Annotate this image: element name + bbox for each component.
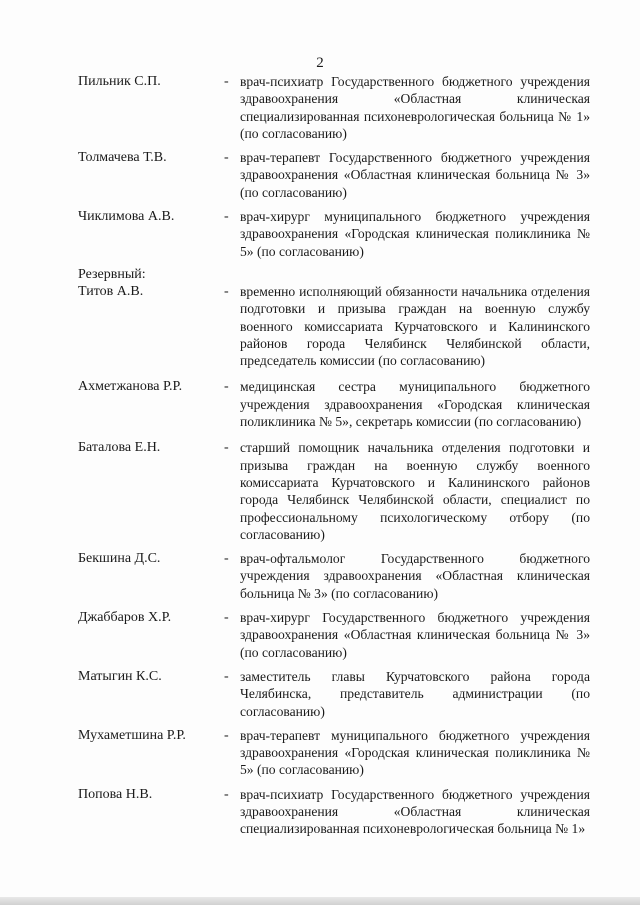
commission-list [78,73,590,838]
reserve-row [78,609,590,661]
member-description: медицинская сестра муниципального бюджетного учреждения здравоохранения «Городская клиническая поликлиника № 5», секретарь комиссии (по согласованию) [240,379,590,430]
member-dash: - [224,379,229,395]
member-name: Джаббаров Х.Р. [78,610,172,626]
member-description: временно исполняющий обязанности начальника отделения подготовки и призыва граждан на военную службу военного комиссариата Курчатовского и Калининского районов города Челябинск Челябинской области, председатель комиссии (по согласованию) [240,283,590,369]
member-dash: - [224,786,229,802]
page-number: 2 [316,55,324,71]
member-row [78,73,590,142]
member-description: врач-хирург муниципального бюджетного учреждения здравоохранения «Городская клиническая поликлиника № 5» (по согласованию) [240,209,590,259]
reserve-row [78,283,590,369]
member-name: Ахметжанова Р.Р. [78,379,183,395]
member-description: старший помощник начальника отделения подготовки и призыва граждан на военную службу военного комиссариата Курчатовского и Калининского районов города Челябинск Челябинской области, специалист по профессиональному психологическому отбору (по согласованию) [240,440,590,542]
member-row [78,208,590,260]
reserve-row [78,786,590,838]
reserve-label: Резервный: [78,266,146,282]
reserve-row [78,439,590,543]
member-dash: - [224,440,229,456]
member-name: Попова Н.В. [78,786,153,802]
reserve-row [78,550,590,602]
member-dash: - [224,551,229,567]
member-name: Пильник С.П. [78,74,161,89]
reserve-row [78,668,590,720]
member-description: заместитель главы Курчатовского района города Челябинска, представитель администрации (по согласованию) [240,668,590,719]
member-name: Матыгин К.С. [78,668,162,684]
member-description: врач-психиатр Государственного бюджетного учреждения здравоохранения «Областная клиническая специализированная психоневрологическая больница № 1» (по согласованию) [240,74,590,141]
member-dash: - [224,283,229,299]
reserve-row [78,378,590,430]
member-name: Толмачева Т.В. [78,150,167,166]
member-name: Баталова Е.Н. [78,440,161,456]
member-name: Чиклимова А.В. [78,209,175,225]
member-description: врач-офтальмолог Государственного бюджетного учреждения здравоохранения «Областная клиническая больница № 3» (по согласованию) [240,551,590,601]
member-dash: - [224,74,229,89]
member-dash: - [224,610,229,626]
member-description: врач-терапевт муниципального бюджетного учреждения здравоохранения «Городская клиническая поликлиника № 5» (по согласованию) [240,727,590,778]
member-name: Бекшина Д.С. [78,551,161,567]
reserve-row [78,727,590,779]
member-description: врач-хирург Государственного бюджетного учреждения здравоохранения «Областная клиническая больница № 3» (по согласованию) [240,610,590,660]
member-description: врач-психиатр Государственного бюджетного учреждения здравоохранения «Областная клиническая специализированная психоневрологическая больница № 1» [240,786,590,837]
member-row [78,149,590,201]
member-dash: - [224,150,229,166]
member-description: врач-терапевт Государственного бюджетного учреждения здравоохранения «Областная клиническая больница № 3» (по согласованию) [240,150,590,200]
member-name: Титов А.В. [78,283,144,299]
member-dash: - [224,209,229,225]
scan-edge [0,897,640,905]
member-dash: - [224,668,229,684]
member-name: Мухаметшина Р.Р. [78,727,186,743]
member-dash: - [224,727,229,743]
